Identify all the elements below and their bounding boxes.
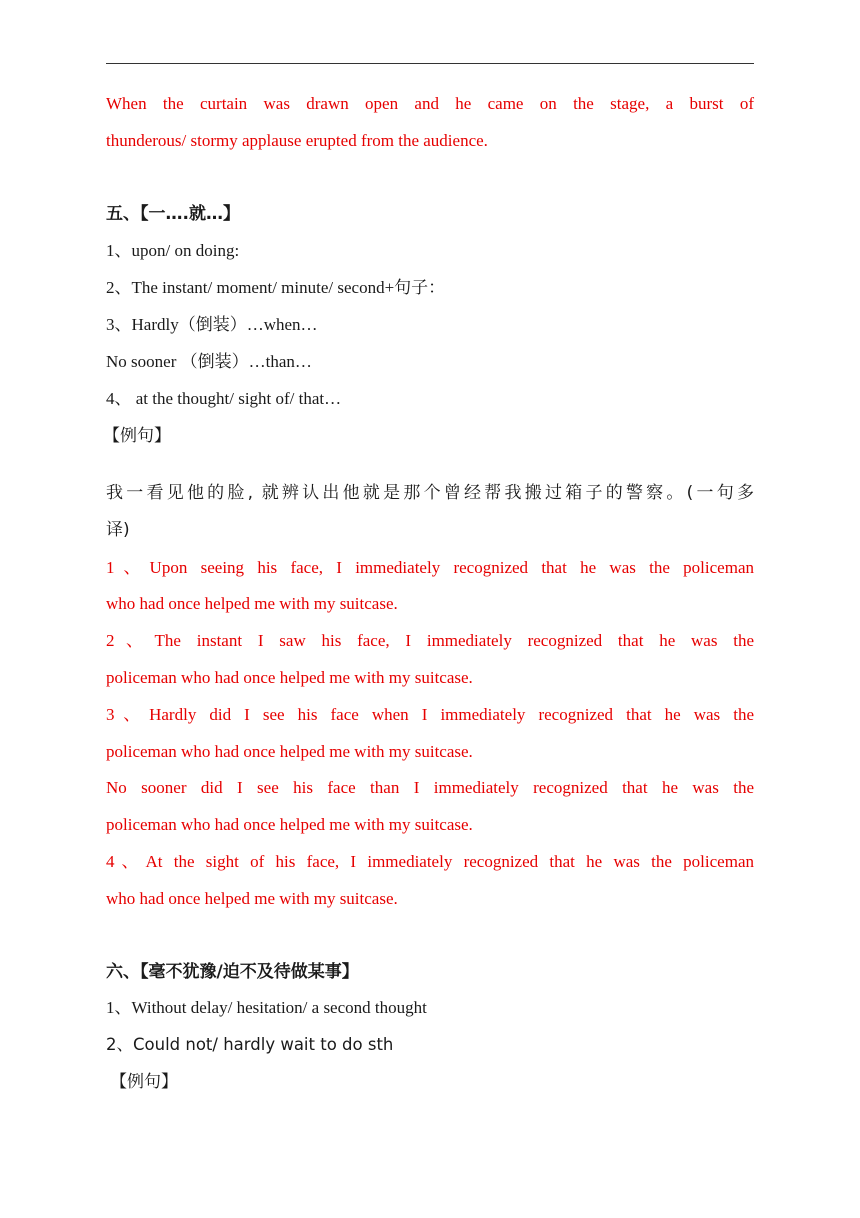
section5-item-2: 2、The instant/ moment/ minute/ second+句子：: [106, 278, 446, 297]
section5-item-3b: No sooner （倒装）…than…: [106, 352, 312, 371]
section5-item-1: 1、upon/ on doing:: [106, 241, 240, 260]
section5-prompt-line1: 我一看见他的脸, 就辨认出他就是那个曾经帮我搬过箱子的警察。(一句多: [106, 483, 754, 503]
answer-1-line1: 1、Upon seeing his face, I immediately recognized that he was the policeman: [106, 558, 754, 577]
section5-item-3: 3、Hardly（倒装）…when…: [106, 315, 318, 334]
section5-example-label: 【例句】: [103, 426, 171, 446]
answer-3b-line2: policeman who had once helped me with my suitcase.: [106, 815, 473, 834]
answer-3-line2: policeman who had once helped me with my suitcase.: [106, 742, 473, 761]
answer-4-line1: 4、At the sight of his face, I immediately recognized that he was the policeman: [106, 852, 754, 871]
section6-item-1: 1、Without delay/ hesitation/ a second thought: [106, 998, 427, 1017]
answer-2-line1: 2、The instant I saw his face, I immediately recognized that he was the: [106, 631, 754, 650]
answer-1-line2: who had once helped me with my suitcase.: [106, 594, 398, 613]
intro-sentence-line2: thunderous/ stormy applause erupted from the audience.: [106, 131, 488, 150]
section5-heading: 五、【一….就…】: [106, 204, 240, 224]
section6-example-label: 【例句】: [110, 1072, 178, 1092]
answer-3b-line1: No sooner did I see his face than I immediately recognized that he was the: [106, 778, 754, 797]
section5-item-4: 4、 at the thought/ sight of/ that…: [106, 389, 342, 408]
answer-3-line1: 3、Hardly did I see his face when I immediately recognized that he was the: [106, 705, 754, 724]
section5-prompt-line2: 译): [106, 520, 130, 540]
intro-sentence-line1: When the curtain was drawn open and he came on the stage, a burst of: [106, 94, 754, 113]
header-rule: [106, 63, 754, 64]
section6-item-2: 2、Could not/ hardly wait to do sth: [106, 1035, 394, 1054]
answer-2-line2: policeman who had once helped me with my suitcase.: [106, 668, 473, 687]
section6-heading: 六、【毫不犹豫/迫不及待做某事】: [106, 962, 359, 982]
answer-4-line2: who had once helped me with my suitcase.: [106, 889, 398, 908]
